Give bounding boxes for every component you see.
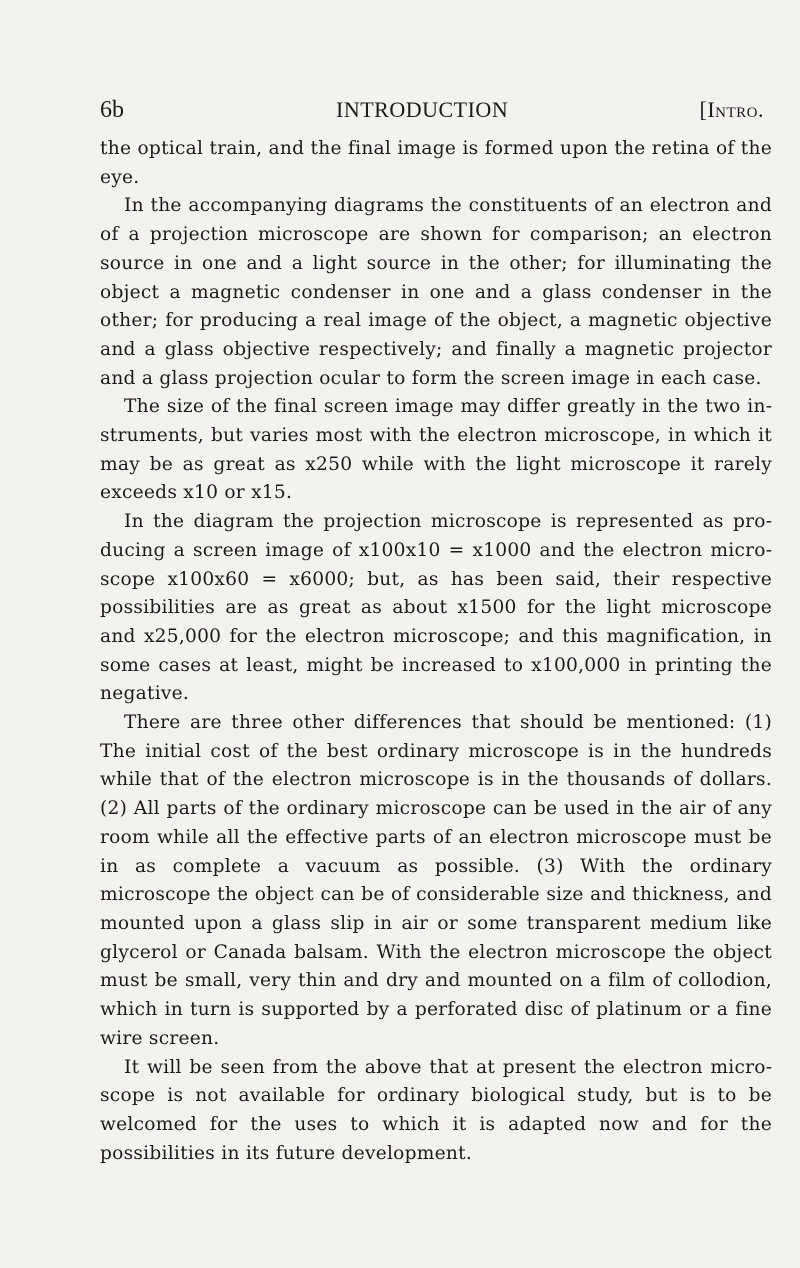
paragraph-continuation: the optical train, and the final image is formed upon the retina of the eye. — [100, 138, 772, 188]
paragraph-screen-image-size: The size of the final screen image may differ greatly in the two instruments, but varies most with the electron microscope, in which it may be as great as x250 while with the light microscope it rarely exceeds x10 or x15. — [100, 396, 772, 504]
paragraph-magnification: In the diagram the projection microscope is represented as producing a screen image of x100x10 = x1000 and the electron microscope x100x60 = x6000; but, as has been said, their respective possibilities are as great as about x1500 for the light microscope and x25,000 for the electron microscope; and this magnification, in some cases at least, might be increased to x100,000 in printing the negative. — [100, 511, 772, 705]
paragraph-conclusion: It will be seen from the above that at present the electron microscope is not available for ordinary biological study, but is to be welcomed for the uses to which it is adapted now and for the possibilities in its future development. — [100, 1056, 772, 1164]
section-tag: [Intro. — [699, 97, 764, 122]
page-number: 6b — [100, 97, 124, 123]
body-text — [100, 135, 772, 1168]
running-head — [100, 92, 764, 128]
running-title: INTRODUCTION — [336, 97, 509, 122]
paragraph-other-differences: There are three other differences that should be mentioned: (1) The initial cost of the best ordinary microscope is in the hundreds while that of the electron microscope is in the thousands of dollars. (2) All parts of the ordinary microscope can be used in the air of any room while all the effective parts of an electron microscope must be in as complete a vacuum as possible. (3) With the ordinary microscope the object can be of considerable size and thickness, and mounted upon a glass slip in air or some transparent medium like glycerol or Canada balsam. With the electron microscope the object must be small, very thin and dry and mounted on a film of collodion, which in turn is supported by a perforated disc of platinum or a fine wire screen. — [100, 712, 772, 1049]
paragraph-diagram-comparison: In the accompanying diagrams the constituents of an electron and of a projection microscope are shown for comparison; an electron source in one and a light source in the other; for illuminating the object a magnetic condenser in one and a glass condenser in the other; for producing a real image of the object, a magnetic objective and a glass objective respectively; and finally a magnetic projector and a glass projection ocular to form the screen image in each case. — [100, 195, 772, 389]
